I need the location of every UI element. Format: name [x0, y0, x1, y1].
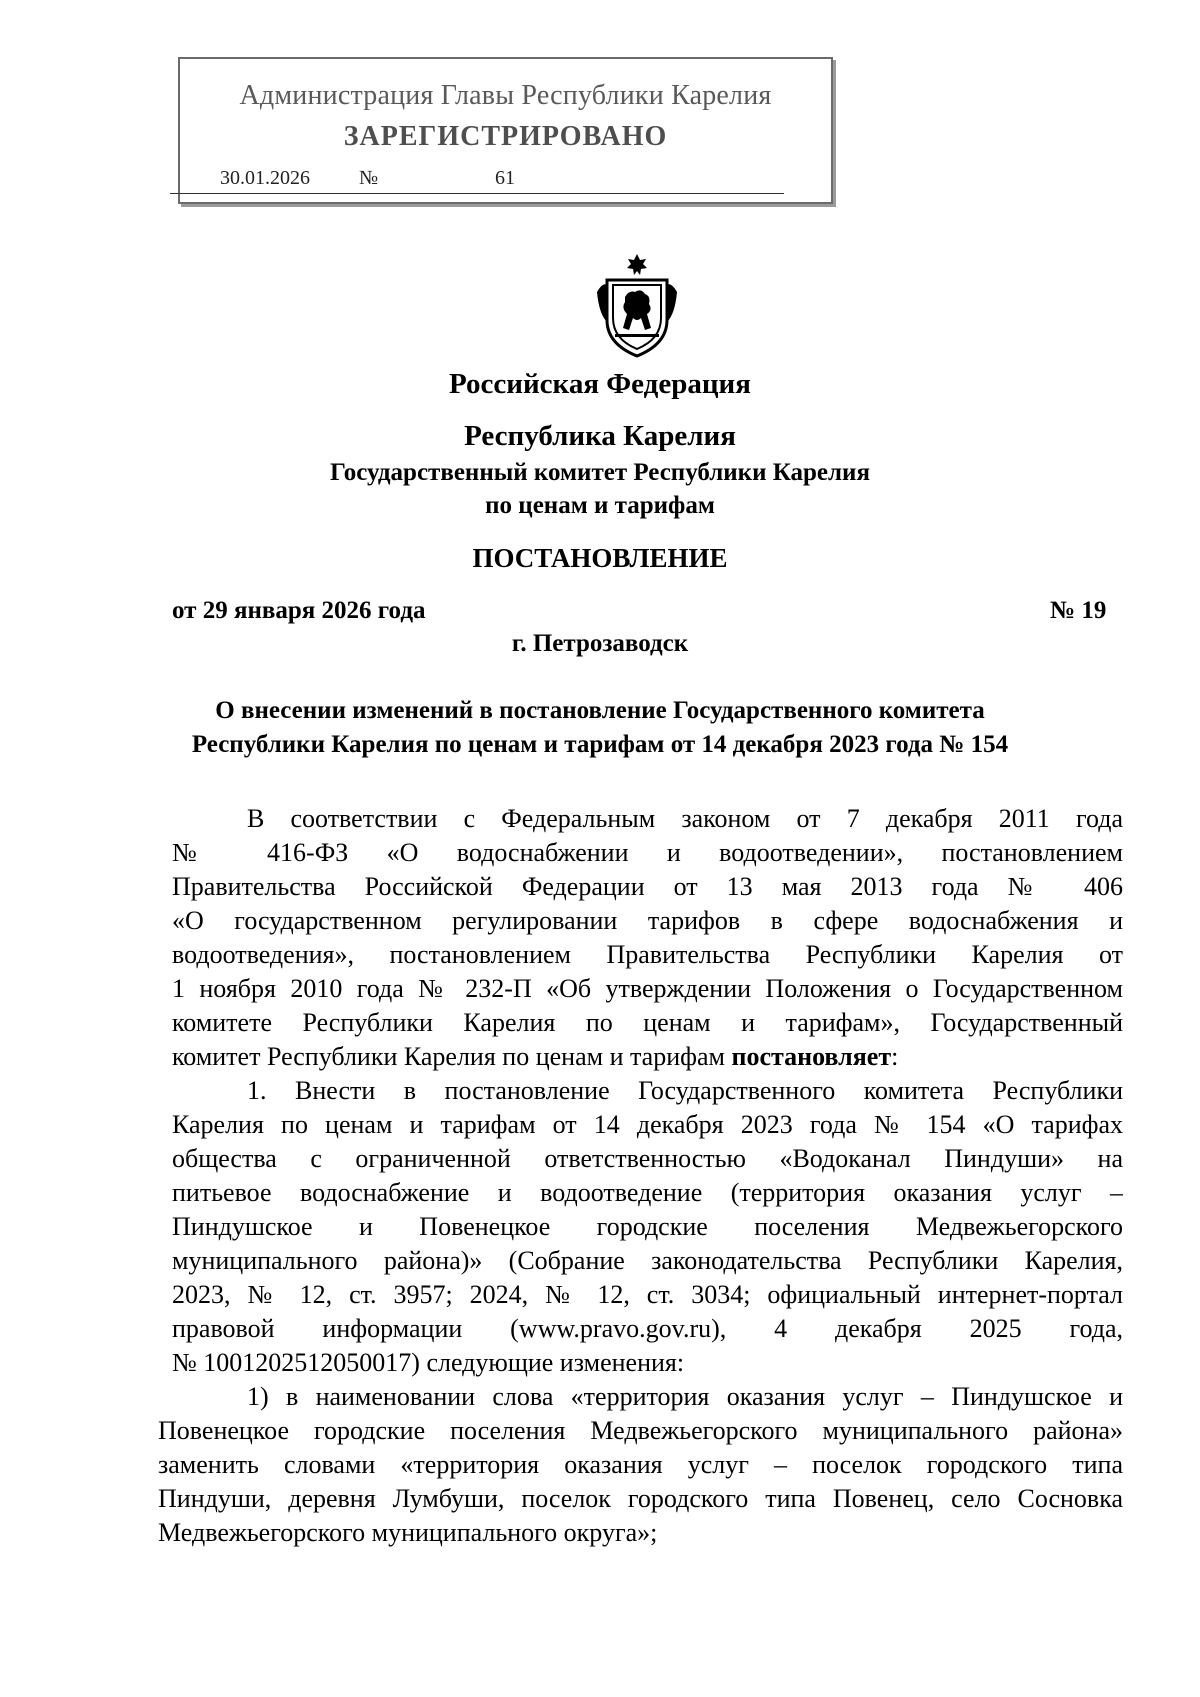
body-line: общества с ограниченной ответственностью «Водоканал Пиндуши» на	[172, 1144, 1123, 1173]
body-line: питьевое водоснабжение и водоотведение (территория оказания услуг –	[172, 1178, 1123, 1207]
body-line: 1. Внести в постановление Государственного комитета Республики	[247, 1076, 1123, 1105]
stamp-underline	[170, 193, 784, 194]
committee-line-1: Государственный комитет Республики Карелия	[330, 459, 870, 486]
document-city: г. Петрозаводск	[511, 630, 689, 657]
decree-colon: :	[891, 1042, 899, 1071]
body-line: водоотведения», постановлением Правительства Республики Карелия от	[172, 940, 1123, 969]
body-line: Карелия по ценам и тарифам от 14 декабря 2023 года № 154 «О тарифах	[172, 1110, 1123, 1139]
body-line	[172, 1041, 898, 1073]
body-line: № 416-ФЗ «О водоснабжении и водоотведении», постановлением	[172, 838, 1123, 867]
body-line: муниципального района)» (Собрание законодательства Республики Карелия,	[172, 1246, 1123, 1275]
document-type: ПОСТАНОВЛЕНИЕ	[472, 543, 728, 573]
stamp-date: 30.01.2026	[220, 167, 310, 189]
committee-line-2: по ценам и тарифам	[485, 492, 715, 519]
document-date: от 29 января 2026 года	[172, 597, 426, 624]
registration-stamp	[178, 57, 833, 204]
stamp-number: 61	[495, 167, 515, 189]
stamp-organization: Администрация Главы Республики Карелия	[239, 80, 772, 111]
body-line: В соответствии с Федеральным законом от 7 декабря 2011 года	[247, 804, 1123, 833]
coat-of-arms-icon	[595, 252, 679, 358]
body-line: Медвежьегорского муниципального округа»;	[158, 1518, 658, 1547]
body-line: заменить словами «территория оказания услуг – поселок городского типа	[158, 1450, 1123, 1479]
document-number: № 19	[1050, 597, 1107, 624]
decree-word: постановляет	[731, 1042, 892, 1071]
body-line-text: комитет Республики Карелия по ценам и тарифам	[172, 1042, 732, 1071]
body-line: 1 ноября 2010 года № 232-П «Об утверждении Положения о Государственном	[172, 974, 1123, 1003]
subject-line-2: Республики Карелия по ценам и тарифам от 14 декабря 2023 года № 154	[191, 731, 1009, 758]
body-line: комитете Республики Карелия по ценам и тарифам», Государственный	[172, 1008, 1123, 1037]
body-line: «О государственном регулировании тарифов в сфере водоснабжения и	[172, 906, 1123, 935]
body-line: Пиндушское и Повенецкое городские поселения Медвежьегорского	[172, 1212, 1123, 1241]
body-line: правовой информации (www.pravo.gov.ru), 4 декабря 2025 года,	[172, 1314, 1123, 1343]
stamp-status: ЗАРЕГИСТРИРОВАНО	[343, 121, 668, 152]
body-line: № 1001202512050017) следующие изменения:	[172, 1348, 685, 1377]
body-line: Правительства Российской Федерации от 13 мая 2013 года № 406	[172, 872, 1123, 901]
body-line: 2023, № 12, ст. 3957; 2024, № 12, ст. 3034; официальный интернет-портал	[172, 1280, 1123, 1309]
federation-title: Российская Федерация	[449, 368, 751, 400]
stamp-number-sign: №	[359, 167, 379, 189]
subject-line-1: О внесении изменений в постановление Государственного комитета	[215, 697, 985, 724]
body-line: Повенецкое городские поселения Медвежьегорского муниципального района»	[158, 1416, 1123, 1445]
republic-title: Республика Карелия	[464, 420, 736, 452]
body-line: Пиндуши, деревня Лумбуши, поселок городского типа Повенец, село Сосновка	[158, 1484, 1123, 1513]
body-line: 1) в наименовании слова «территория оказания услуг – Пиндушское и	[247, 1382, 1123, 1411]
